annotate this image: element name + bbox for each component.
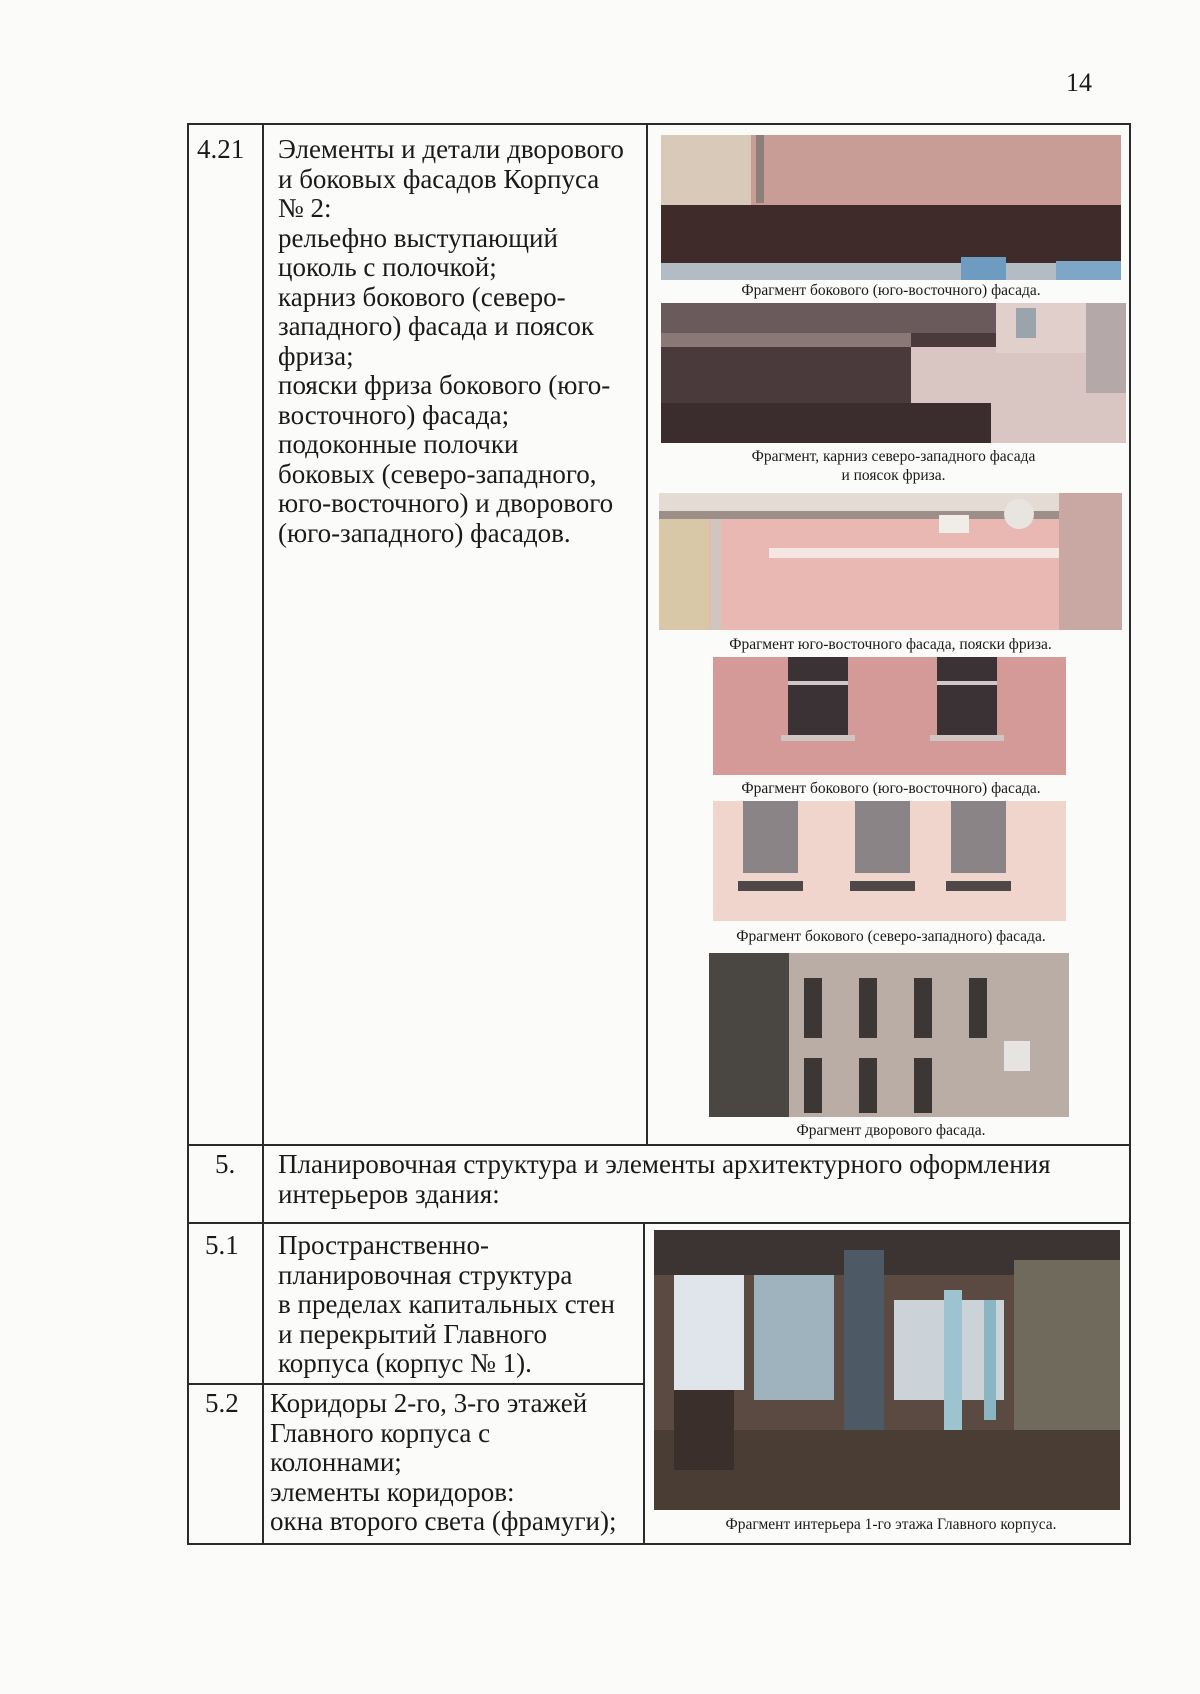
table-border-right xyxy=(1129,123,1131,1545)
text-line: корпуса (корпус № 1). xyxy=(278,1348,532,1378)
text-line: карниз бокового (северо- xyxy=(278,281,566,312)
table-column-divider xyxy=(262,123,264,1545)
photo-caption: Фрагмент юго-восточного фасада, пояски фриза. xyxy=(729,636,1052,653)
text-line: Коридоры 2-го, 3-го этажей xyxy=(270,1388,588,1418)
page-number: 14 xyxy=(1066,68,1092,97)
text-line: Планировочная структура и элементы архитектурного оформления xyxy=(278,1149,1051,1179)
photo-caption xyxy=(661,447,1126,485)
text-line: интерьеров здания: xyxy=(278,1178,500,1209)
text-line: цоколь с полочкой; xyxy=(278,252,497,282)
table-border-top xyxy=(187,123,1131,125)
text-line: Пространственно- xyxy=(278,1230,489,1260)
text-line: восточного) фасада; xyxy=(278,399,510,430)
text-line: (юго-западного) фасадов. xyxy=(278,517,571,548)
text-line: подоконные полочки xyxy=(278,429,519,459)
photo-courtyard-facade xyxy=(709,953,1069,1117)
row-description-5 xyxy=(278,1150,1051,1209)
text-line: в пределах капитальных стен xyxy=(278,1289,615,1319)
caption-line: и поясок фриза. xyxy=(841,467,946,484)
table-photo-divider-4-21 xyxy=(646,123,648,1145)
table-row-divider-5 xyxy=(187,1144,1131,1146)
photo-facade-southeast-plinth xyxy=(661,135,1121,280)
text-line: планировочная структура xyxy=(278,1259,573,1290)
row-description-5-1 xyxy=(278,1231,615,1379)
text-line: пояски фриза бокового (юго- xyxy=(278,370,611,400)
photo-caption: Фрагмент бокового (северо-западного) фасада. xyxy=(736,928,1046,945)
text-line: № 2: xyxy=(278,193,332,223)
photo-southeast-frieze-belts xyxy=(659,493,1122,630)
caption-line: Фрагмент, карниз северо-западного фасада xyxy=(751,448,1036,465)
photo-caption: Фрагмент интерьера 1-го этажа Главного корпуса. xyxy=(725,1516,1057,1533)
photo-caption: Фрагмент бокового (юго-восточного) фасада. xyxy=(741,780,1041,797)
text-line: Главного корпуса с xyxy=(270,1417,491,1448)
row-number-5: 5. xyxy=(215,1149,236,1179)
table-row-divider-5-2 xyxy=(187,1383,644,1385)
text-line: рельефно выступающий xyxy=(278,222,558,253)
text-line: западного) фасада и поясок xyxy=(278,311,594,341)
text-line: колоннами; xyxy=(270,1447,402,1477)
photo-northwest-window-sills xyxy=(713,801,1066,921)
table-row-divider-5-1 xyxy=(187,1222,1131,1224)
text-line: фриза; xyxy=(278,340,354,371)
table-border-bottom xyxy=(187,1543,1131,1545)
text-line: окна второго света (фрамуги); xyxy=(270,1506,617,1536)
row-number-5-2: 5.2 xyxy=(205,1388,239,1418)
text-line: и перекрытий Главного xyxy=(278,1318,547,1349)
text-line: юго-восточного) и дворового xyxy=(278,488,614,518)
photo-caption: Фрагмент дворового фасада. xyxy=(796,1122,986,1139)
row-description-4-21 xyxy=(278,135,624,548)
table-border-left xyxy=(187,123,189,1545)
text-line: и боковых фасадов Корпуса xyxy=(278,163,600,194)
text-line: Элементы и детали дворового xyxy=(278,134,624,164)
photo-caption: Фрагмент бокового (юго-восточного) фасада. xyxy=(741,282,1041,299)
photo-southeast-window-sills xyxy=(713,657,1066,775)
text-line: боковых (северо-западного, xyxy=(278,458,597,489)
row-number-4-21: 4.21 xyxy=(197,134,245,164)
row-description-5-2 xyxy=(270,1389,616,1537)
row-number-5-1: 5.1 xyxy=(205,1230,239,1260)
photo-main-building-interior xyxy=(654,1230,1120,1510)
photo-northwest-cornice xyxy=(661,303,1126,443)
text-line: элементы коридоров: xyxy=(270,1476,515,1507)
